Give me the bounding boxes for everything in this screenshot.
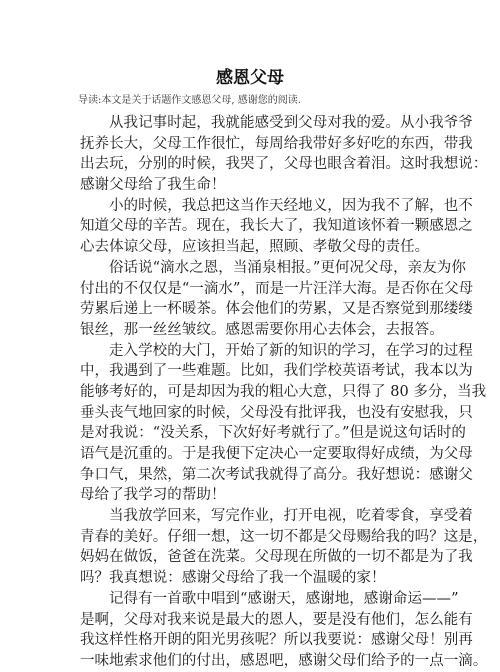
body-text-line: 是啊，父母对我来说是最大的恩人，要是没有他们，怎么能有	[80, 611, 473, 628]
body-text-line: 语气是沉重的。于是我便下定决心一定要取得好成绩，为父母	[80, 446, 473, 462]
body-text-line: 吗？我真想说：感谢父母给了我一个温暖的家！	[80, 570, 386, 587]
body-text-line: 青春的美好。仔细一想，这一切不都是父母赐给我的吗？这是，	[80, 528, 488, 545]
document-title: 感恩父母	[216, 68, 284, 88]
body-text-line: 争口气，果然，第二次考试我就得了高分。我好想说：感谢父	[80, 466, 473, 483]
body-text-line: 感谢父母给了我生命！	[80, 177, 226, 194]
body-text-line: 劳累后递上一杯暖茶。体会他们的劳累，又是否察觉到那缕缕	[80, 301, 473, 318]
body-text-line: 抚养长大，父母工作很忙，每周给我带好多好吃的东西，带我	[80, 135, 473, 152]
body-text-line: 付出的不仅仅是“一滴水”，而是一片汪洋大海。是否你在父母	[80, 280, 474, 297]
body-text-line: 走入学校的大门，开始了新的知识的学习，在学习的过程	[109, 342, 473, 359]
body-text-line: 记得有一首歌中唱到“感谢天，感谢地，感谢命运——”	[109, 590, 459, 607]
body-text-line: 心去体谅父母，应该担当起，照顾、孝敬父母的责任。	[80, 239, 430, 256]
body-text-line: 垂头丧气地回家的时候，父母没有批评我，也没有安慰我，只	[80, 404, 473, 421]
document-intro: 导读:本文是关于话题作文感恩父母, 感谢您的阅读.	[78, 95, 301, 106]
body-text-line: 妈妈在做饭，爸爸在洗菜。父母现在所做的一切不都是为了我	[80, 549, 473, 566]
body-text-line: 母给了我学习的帮助！	[80, 487, 226, 504]
body-text-line: 中，我遇到了一些难题。比如，我们学校英语考试，我本以为	[80, 363, 473, 380]
body-text-line: 出去玩，分别的时候，我哭了，父母也眼含着泪。这时我想说：	[80, 156, 488, 173]
body-text-line: 小的时候，我总把这当作天经地义，因为我不了解，也不	[109, 197, 473, 214]
body-text-line: 我这样性格开朗的阳光男孩呢？所以我要说：感谢父母！别再	[80, 632, 473, 649]
body-text-line: 俗话说“滴水之恩，当涌泉相报。”更何况父母，亲友为你	[109, 259, 466, 276]
body-text-line: 一味地索求他们的付出，感恩吧，感谢父母们给予的一点一滴。	[80, 652, 488, 669]
document-body	[80, 113, 488, 672]
body-text-line: 从我记事时起，我就能感受到父母对我的爱。从小我爷爷	[109, 115, 473, 131]
body-text-line: 能够考好的，可是却因为我的粗心大意，只得了 80 多分，当我	[80, 383, 487, 400]
body-text-line: 是对我说：“没关系，下次好好考就行了。”但是说这句话时的	[80, 425, 466, 442]
body-text-line: 银丝，那一丝丝皱纹。感恩需要你用心去体会，去报答。	[80, 321, 444, 338]
body-text-line: 当我放学回来，写完作业，打开电视，吃着零食，享受着	[109, 508, 473, 525]
body-text-line: 知道父母的辛苦。现在，我长大了，我知道该怀着一颗感恩之	[80, 218, 473, 235]
